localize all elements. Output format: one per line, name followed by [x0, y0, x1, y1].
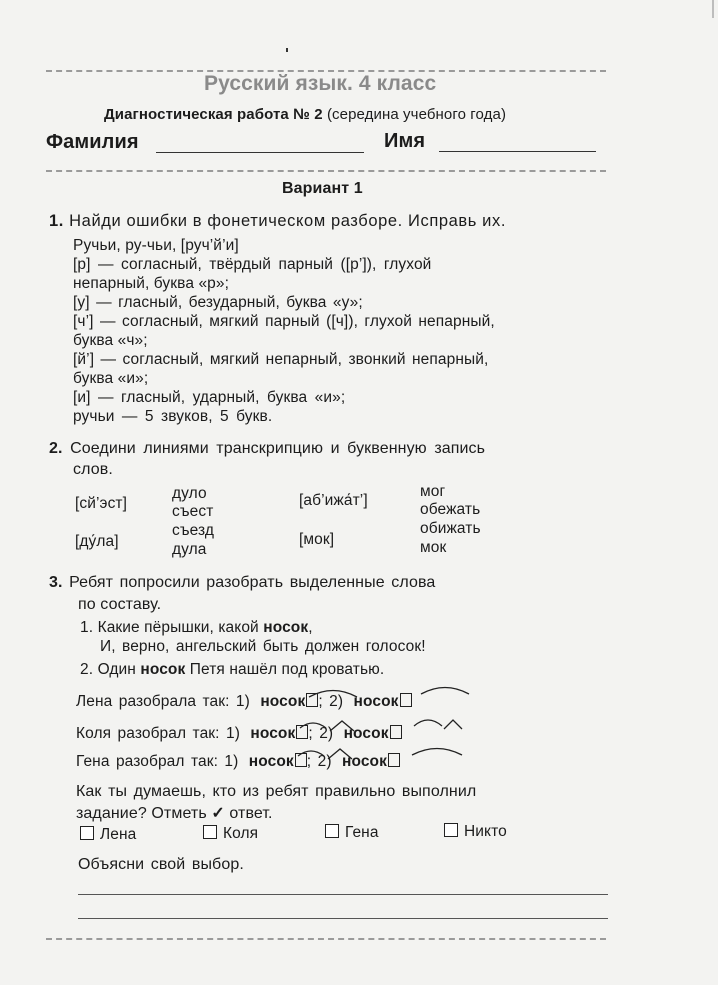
dust-speck — [286, 48, 288, 52]
checkbox[interactable] — [203, 825, 217, 839]
task1-line: [и] — гласный, ударный, буква «и»; — [73, 389, 346, 406]
parsed-word: носок — [343, 725, 389, 742]
sentence-text: Петя нашёл под кроватью. — [189, 661, 385, 678]
ending-box — [295, 753, 307, 767]
checkbox[interactable] — [325, 824, 339, 838]
word-option[interactable]: дуло — [172, 485, 207, 502]
pupil-analysis-lena — [76, 693, 412, 711]
word-option[interactable]: дула — [172, 541, 207, 558]
option-gena[interactable] — [325, 824, 379, 842]
surname-label: Фамилия — [46, 131, 139, 153]
ending-box — [296, 725, 308, 739]
option-kolya[interactable] — [203, 825, 258, 843]
task1-line: буква «ч»; — [73, 332, 148, 349]
option-label: Гена — [345, 824, 379, 841]
task1-line: непарный, буква «р»; — [73, 275, 230, 292]
task1-line: буква «и»; — [73, 370, 149, 387]
surname-field[interactable] — [156, 152, 364, 153]
pupil-sep: ; 2) — [318, 693, 344, 710]
parsed-word: носок — [260, 693, 306, 710]
work-period: (середина учебного года) — [326, 106, 507, 123]
task1-heading — [49, 212, 506, 231]
variant-heading: Вариант 1 — [282, 180, 363, 197]
task3-heading — [49, 574, 435, 592]
word-option[interactable]: мок — [420, 539, 447, 556]
task3-number: 3. — [49, 574, 63, 591]
answer-line[interactable] — [78, 894, 608, 895]
pupil-sep: ; 2) — [306, 753, 332, 770]
word-option[interactable]: обижать — [420, 520, 481, 537]
task1-line: Ручьи, ру-чьи, [руч’й’и] — [73, 237, 239, 254]
word-option[interactable]: съест — [172, 503, 214, 520]
sentence-text: Один — [97, 661, 136, 678]
parsed-word: носок — [250, 725, 296, 742]
root-arc — [421, 688, 469, 695]
pupil-label: Лена разобрала так: 1) — [76, 693, 250, 710]
check-mark-icon: ✓ — [211, 805, 225, 822]
task2-heading — [49, 440, 485, 458]
parsed-word: носок — [353, 693, 399, 710]
work-subtitle — [104, 106, 506, 123]
bottom-dashed-rule — [46, 938, 606, 940]
question-text: ответ. — [229, 805, 273, 822]
word-option[interactable]: мог — [420, 483, 446, 500]
task1-line: [у] — гласный, безударный, буква «у»; — [73, 294, 363, 311]
word-option[interactable]: съезд — [172, 522, 215, 539]
poem-line: И, верно, ангельский быть должен голосок! — [100, 638, 426, 655]
question-text: задание? Отметь — [76, 805, 207, 822]
task1-line: [р] — согласный, твёрдый парный ([р’]), глухой — [73, 256, 432, 273]
pupil-analysis-gena — [76, 753, 400, 771]
parsed-word: носок — [342, 753, 387, 770]
pupil-label: Коля разобрал так: 1) — [76, 725, 240, 742]
highlighted-word: носок — [263, 619, 309, 636]
option-lena[interactable] — [80, 826, 136, 844]
transcription[interactable]: [сй’эст] — [75, 495, 128, 512]
explain-prompt: Объясни свой выбор. — [78, 856, 244, 873]
task1-number: 1. — [49, 212, 64, 230]
task1-line: ручьи — 5 звуков, 5 букв. — [73, 408, 273, 425]
task3-text: Ребят попросили разобрать выделенные слова — [69, 574, 436, 591]
poem-line — [80, 619, 313, 637]
task2-number: 2. — [49, 440, 63, 457]
task2-text-cont: слов. — [73, 461, 113, 478]
ending-box — [306, 693, 318, 707]
checkbox[interactable] — [444, 823, 458, 837]
item-number: 2. — [80, 661, 94, 678]
checkbox[interactable] — [80, 826, 94, 840]
root-arc — [414, 720, 442, 726]
ending-box — [388, 753, 400, 767]
ending-box — [390, 725, 402, 739]
suffix-caret — [444, 720, 462, 729]
poem-text: Какие пёрышки, какой — [97, 619, 259, 636]
root-arc — [412, 749, 462, 756]
option-label: Никто — [464, 823, 507, 840]
transcription[interactable]: [мок] — [299, 531, 335, 548]
option-label: Лена — [100, 826, 137, 843]
question-line — [76, 803, 273, 823]
transcription[interactable]: [ду́ла] — [75, 533, 119, 550]
page-edge-mark — [712, 0, 714, 18]
transcription[interactable]: [аб’ижа́т’] — [299, 492, 368, 509]
highlighted-word: носок — [140, 661, 186, 678]
poem-punct: , — [308, 619, 313, 636]
task1-line: [й’] — согласный, мягкий непарный, звонкий непарный, — [73, 351, 489, 368]
parsed-word: носок — [248, 753, 294, 770]
pupil-sep: ; 2) — [308, 725, 334, 742]
word-option[interactable]: обежать — [420, 501, 481, 518]
task2-text: Соедини линиями транскрипцию и буквенную запись — [70, 440, 486, 457]
header-dashed-rule — [46, 170, 606, 172]
task3-text-cont: по составу. — [78, 596, 162, 613]
pupil-analysis-kolya — [76, 725, 402, 743]
item-number: 1. — [80, 619, 94, 636]
answer-line[interactable] — [78, 918, 608, 919]
name-label: Имя — [384, 130, 426, 152]
page-title: Русский язык. 4 класс — [204, 72, 437, 95]
task1-text: Найди ошибки в фонетическом разборе. Исправь их. — [69, 212, 507, 230]
name-field[interactable] — [439, 151, 596, 152]
work-number: Диагностическая работа № 2 — [104, 106, 323, 123]
option-nobody[interactable] — [444, 823, 507, 841]
option-label: Коля — [223, 825, 259, 842]
question-line: Как ты думаешь, кто из ребят правильно выполнил — [76, 783, 477, 800]
ending-box — [400, 693, 412, 707]
task1-line: [ч’] — согласный, мягкий парный ([ч]), глухой непарный, — [73, 313, 495, 330]
sentence-line — [80, 661, 384, 679]
pupil-label: Гена разобрал так: 1) — [76, 753, 239, 770]
